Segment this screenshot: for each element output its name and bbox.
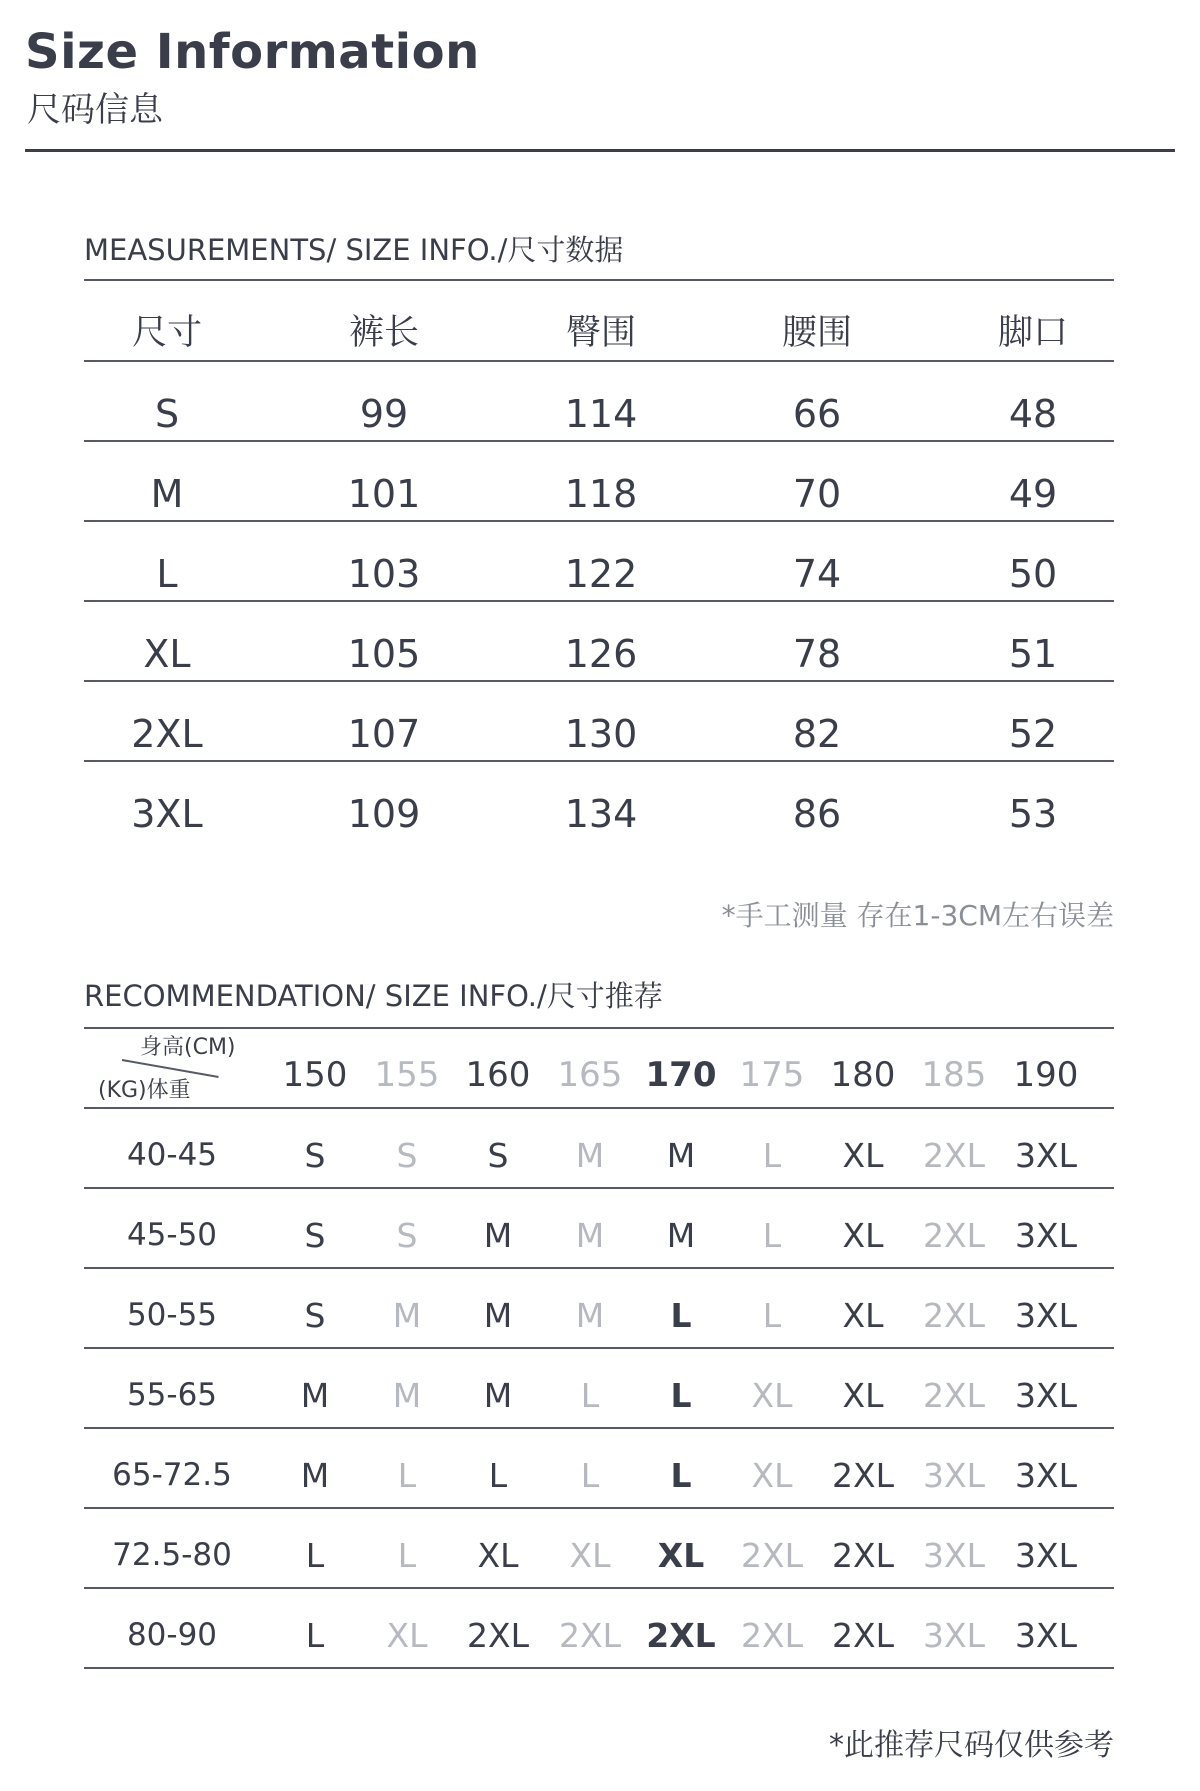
- weight-range-label: 55-65: [126, 1377, 218, 1413]
- recommended-size: 3XL: [1015, 1376, 1077, 1415]
- page-subtitle: 尺码信息: [27, 90, 163, 130]
- height-column-header: 160: [465, 1055, 531, 1095]
- measurement-value: 49: [1008, 472, 1058, 516]
- measurement-value: 107: [347, 712, 421, 756]
- recommended-size: M: [483, 1216, 513, 1255]
- measurement-value: 82: [792, 712, 842, 756]
- size-label: M: [150, 472, 184, 516]
- measurements-rule: [84, 680, 1114, 682]
- recommendation-rule: [84, 1107, 1114, 1109]
- recommended-size: XL: [842, 1296, 884, 1335]
- recommended-size: L: [580, 1456, 600, 1495]
- measurements-column-header: 裤长: [348, 313, 420, 353]
- recommended-size: L: [305, 1616, 325, 1655]
- measurement-value: 105: [347, 632, 421, 676]
- measurement-note: *手工测量 存在1-3CM左右误差: [721, 899, 1114, 932]
- height-column-header: 175: [739, 1055, 805, 1095]
- measurement-value: 101: [347, 472, 421, 516]
- measurement-value: 103: [347, 552, 421, 596]
- recommended-size: 2XL: [923, 1296, 985, 1335]
- recommended-size: M: [300, 1456, 330, 1495]
- recommended-size: L: [762, 1136, 782, 1175]
- recommended-size: L: [397, 1536, 417, 1575]
- weight-range-label: 80-90: [126, 1617, 218, 1653]
- recommended-size: XL: [386, 1616, 428, 1655]
- size-label: 3XL: [131, 792, 203, 836]
- recommended-size: 2XL: [559, 1616, 621, 1655]
- recommended-size: 2XL: [832, 1536, 894, 1575]
- recommendation-rule: [84, 1187, 1114, 1189]
- height-column-header: 150: [282, 1055, 348, 1095]
- recommended-size: 2XL: [923, 1376, 985, 1415]
- recommended-size: S: [487, 1136, 509, 1175]
- height-column-header: 170: [645, 1055, 717, 1095]
- measurements-column-header: 尺寸: [131, 313, 203, 353]
- measurements-column-header: 脚口: [997, 313, 1069, 353]
- recommendation-rule: [84, 1267, 1114, 1269]
- recommended-size: S: [396, 1136, 418, 1175]
- recommended-size: 3XL: [923, 1616, 985, 1655]
- measurements-rule: [84, 360, 1114, 362]
- measurements-column-header: 臀围: [565, 313, 637, 353]
- measurement-value: 48: [1008, 392, 1058, 436]
- recommendation-rule: [84, 1587, 1114, 1589]
- header-divider: [25, 149, 1175, 152]
- recommended-size: M: [483, 1296, 513, 1335]
- recommended-size: M: [575, 1216, 605, 1255]
- measurements-column-header: 腰围: [781, 313, 853, 353]
- recommended-size: 2XL: [467, 1616, 529, 1655]
- recommended-size: L: [305, 1536, 325, 1575]
- measurement-value: 126: [564, 632, 638, 676]
- measurement-value: 99: [359, 392, 409, 436]
- recommendation-rule: [84, 1347, 1114, 1349]
- recommended-size: 3XL: [1015, 1136, 1077, 1175]
- recommended-size: S: [396, 1216, 418, 1255]
- recommended-size: M: [666, 1216, 696, 1255]
- measurement-value: 74: [792, 552, 842, 596]
- recommended-size: 2XL: [832, 1456, 894, 1495]
- recommended-size: M: [575, 1136, 605, 1175]
- size-label: 2XL: [131, 712, 203, 756]
- measurements-rule: [84, 279, 1114, 281]
- measurements-rule: [84, 440, 1114, 442]
- recommendation-rule: [84, 1427, 1114, 1429]
- page-title: Size Information: [25, 24, 480, 80]
- measurement-value: 114: [564, 392, 638, 436]
- recommendation-rule: [84, 1027, 1114, 1029]
- weight-range-label: 50-55: [126, 1297, 218, 1333]
- height-column-header: 190: [1013, 1055, 1079, 1095]
- recommended-size: 2XL: [646, 1616, 716, 1655]
- measurements-rule: [84, 760, 1114, 762]
- height-column-header: 165: [557, 1055, 623, 1095]
- recommendation-note: *此推荐尺码仅供参考: [829, 1728, 1114, 1763]
- recommended-size: 2XL: [832, 1616, 894, 1655]
- recommended-size: 2XL: [741, 1536, 803, 1575]
- recommended-size: XL: [842, 1136, 884, 1175]
- recommended-size: XL: [751, 1376, 793, 1415]
- measurement-value: 52: [1008, 712, 1058, 756]
- recommended-size: M: [392, 1296, 422, 1335]
- measurements-rule: [84, 520, 1114, 522]
- recommended-size: 2XL: [741, 1616, 803, 1655]
- recommended-size: 3XL: [923, 1536, 985, 1575]
- recommended-size: S: [304, 1136, 326, 1175]
- recommended-size: L: [670, 1456, 692, 1495]
- measurement-value: 118: [564, 472, 638, 516]
- recommended-size: 2XL: [923, 1136, 985, 1175]
- recommended-size: L: [397, 1456, 417, 1495]
- recommended-size: XL: [477, 1536, 519, 1575]
- measurement-value: 78: [792, 632, 842, 676]
- recommended-size: L: [488, 1456, 508, 1495]
- recommended-size: M: [666, 1136, 696, 1175]
- measurements-rule: [84, 600, 1114, 602]
- recommended-size: S: [304, 1216, 326, 1255]
- recommended-size: 3XL: [1015, 1296, 1077, 1335]
- size-label: L: [156, 552, 178, 596]
- recommended-size: XL: [657, 1536, 705, 1575]
- measurement-value: 134: [564, 792, 638, 836]
- recommended-size: L: [670, 1376, 692, 1415]
- size-label: S: [154, 392, 180, 436]
- measurement-value: 70: [792, 472, 842, 516]
- recommendation-rule: [84, 1507, 1114, 1509]
- recommendation-rule: [84, 1667, 1114, 1669]
- measurement-value: 122: [564, 552, 638, 596]
- recommendation-section-title: RECOMMENDATION/ SIZE INFO./尺寸推荐: [84, 979, 663, 1013]
- height-column-header: 180: [830, 1055, 896, 1095]
- measurement-value: 86: [792, 792, 842, 836]
- measurement-value: 109: [347, 792, 421, 836]
- weight-range-label: 72.5-80: [112, 1537, 232, 1573]
- recommended-size: XL: [751, 1456, 793, 1495]
- recommended-size: M: [392, 1376, 422, 1415]
- measurements-section-title: MEASUREMENTS/ SIZE INFO./尺寸数据: [84, 233, 624, 267]
- weight-range-label: 65-72.5: [112, 1457, 232, 1493]
- recommended-size: 2XL: [923, 1216, 985, 1255]
- recommended-size: M: [575, 1296, 605, 1335]
- recommended-size: XL: [842, 1216, 884, 1255]
- recommended-size: L: [762, 1296, 782, 1335]
- recommended-size: L: [670, 1296, 692, 1335]
- recommended-size: 3XL: [1015, 1616, 1077, 1655]
- weight-range-label: 40-45: [126, 1137, 218, 1173]
- recommended-size: M: [300, 1376, 330, 1415]
- height-column-header: 155: [374, 1055, 440, 1095]
- recommended-size: 3XL: [1015, 1216, 1077, 1255]
- weight-range-label: 45-50: [126, 1217, 218, 1253]
- recommended-size: XL: [569, 1536, 611, 1575]
- measurement-value: 66: [792, 392, 842, 436]
- weight-axis-label: (KG)体重: [98, 1078, 191, 1103]
- recommended-size: 3XL: [923, 1456, 985, 1495]
- recommended-size: L: [580, 1376, 600, 1415]
- size-label: XL: [143, 632, 191, 676]
- recommended-size: S: [304, 1296, 326, 1335]
- recommended-size: 3XL: [1015, 1536, 1077, 1575]
- measurement-value: 50: [1008, 552, 1058, 596]
- measurement-value: 130: [564, 712, 638, 756]
- recommended-size: 3XL: [1015, 1456, 1077, 1495]
- measurement-value: 53: [1008, 792, 1058, 836]
- recommended-size: XL: [842, 1376, 884, 1415]
- measurement-value: 51: [1008, 632, 1058, 676]
- height-column-header: 185: [921, 1055, 987, 1095]
- height-axis-label: 身高(CM): [140, 1035, 236, 1060]
- recommended-size: M: [483, 1376, 513, 1415]
- recommended-size: L: [762, 1216, 782, 1255]
